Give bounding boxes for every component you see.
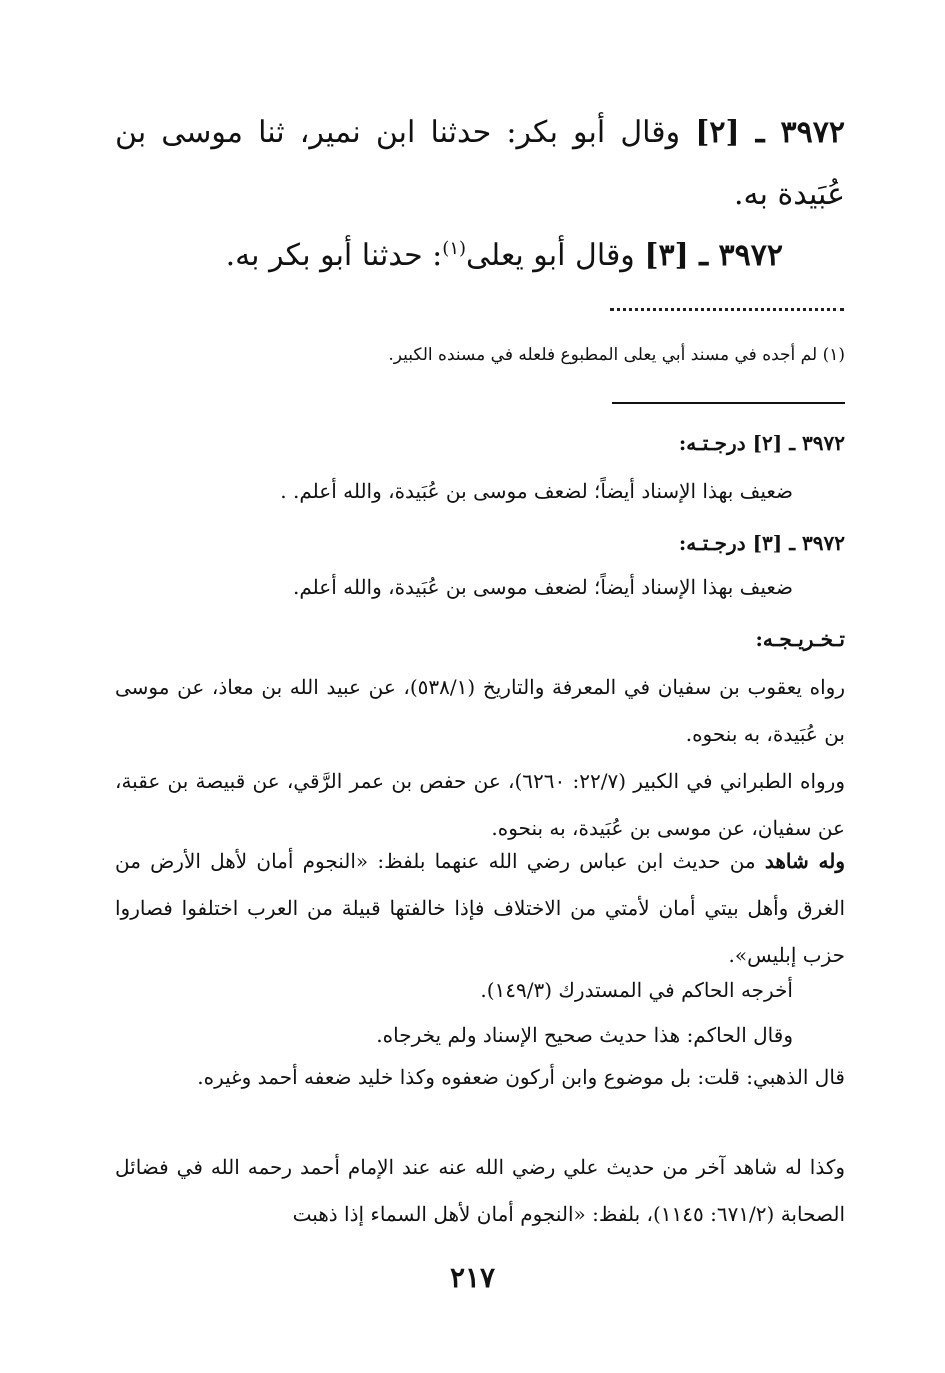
- footnote-separator: [610, 308, 844, 311]
- hakim-source: أخرجه الحاكم في المستدرك (١٤٩/٣).: [480, 978, 793, 1002]
- takhrij-para-2: ورواه الطبراني في الكبير (٢٢/٧: ٦٢٦٠)، عن حفص بن عمر الرَّقي، عن قبيصة بن عقبة، عن سفيان، عن موسى بن عُبَيدة، به بنحوه.: [115, 769, 845, 840]
- hadith-number: ٣٩٧٢ ـ [٣]: [644, 238, 783, 273]
- hadith-number: ٣٩٧٢ ـ [٢]: [695, 115, 845, 150]
- grade-heading-2: ٣٩٧٢ ـ [٢] درجـتـه:: [678, 431, 845, 455]
- grade-text-3: ضعيف بهذا الإسناد أيضاً؛ لضعف موسى بن عُبَيدة، والله أعلم.: [292, 575, 793, 599]
- second-witness-para: وكذا له شاهد آخر من حديث علي رضي الله عنه عند الإمام أحمد رحمه الله في فضائل الصحابة (٦٧١/٢: ١١٤٥)، بلفظ: «النجوم أمان لأهل السماء إذا ذهبت: [115, 1155, 845, 1226]
- hadith-3972-3: [115, 225, 845, 287]
- dhahabi-opinion: قال الذهبي: قلت: بل موضوع وابن أركون ضعفوه وكذا خليد ضعفه أحمد وغيره.: [197, 1065, 845, 1089]
- hadith-text-continued: : حدثنا أبو بكر به.: [225, 238, 443, 273]
- section-divider: [612, 402, 845, 404]
- grade-heading-3: ٣٩٧٢ ـ [٣] درجـتـه:: [678, 531, 845, 555]
- witness-label: وله شاهد: [764, 849, 845, 873]
- footnote-marker: (١): [442, 238, 467, 259]
- takhrij-heading: تـخـريـجـه:: [755, 627, 845, 651]
- witness-para: [115, 838, 845, 979]
- witness-text: من حديث ابن عباس رضي الله عنهما بلفظ: «النجوم أمان لأهل الأرض من الغرق وأهل بيتي أمان لأمتي من الاختلاف فإذا خالفتها قبيلة من العرب اختلفوا فصاروا حزب إبليس».: [115, 849, 845, 967]
- hadith-text: وقال أبو يعلى: [466, 238, 645, 273]
- footnote: (١) لم أجده في مسند أبي يعلى المطبوع فلعله في مسنده الكبير.: [388, 345, 845, 365]
- hadith-3972-2: [115, 102, 845, 226]
- grade-text-2: ضعيف بهذا الإسناد أيضاً؛ لضعف موسى بن عُبَيدة، والله أعلم. .: [280, 479, 793, 503]
- takhrij-para-1: رواه يعقوب بن سفيان في المعرفة والتاريخ (٥٣٨/١)، عن عبيد الله بن معاذ، عن موسى بن عُبَيدة، به بنحوه.: [115, 675, 845, 746]
- hadith-text: وقال أبو بكر: حدثنا ابن نمير، ثنا موسى بن عُبَيدة به.: [115, 115, 845, 212]
- hakim-opinion: وقال الحاكم: هذا حديث صحيح الإسناد ولم يخرجاه.: [376, 1023, 793, 1047]
- page-number: ٢١٧: [449, 1261, 496, 1294]
